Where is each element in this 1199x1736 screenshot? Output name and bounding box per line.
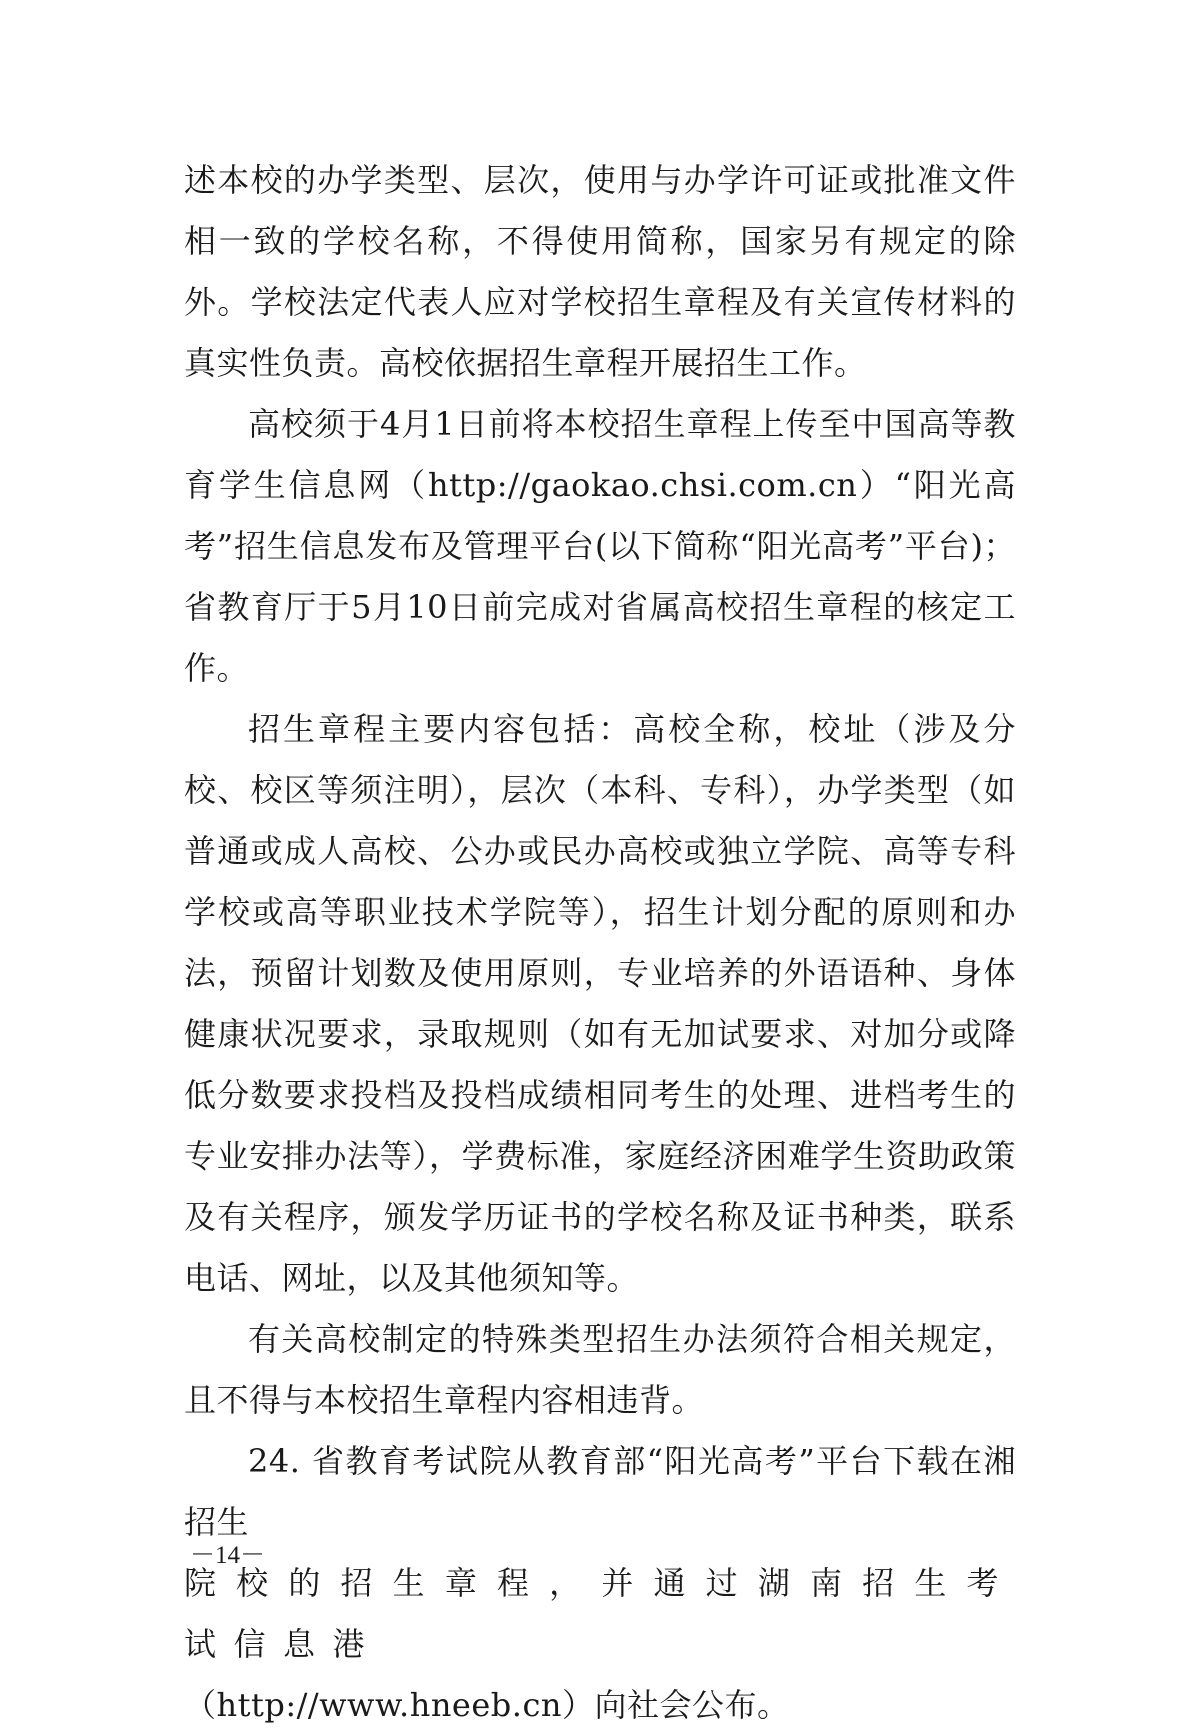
document-body	[184, 150, 1016, 1736]
item-24-line-1: 24. 省教育考试院从教育部“阳光高考”平台下载在湘招生	[184, 1442, 1016, 1541]
page-number: －14－	[190, 1542, 266, 1569]
paragraph-item-24	[184, 1431, 1016, 1736]
paragraph-charter-contents: 招生章程主要内容包括：高校全称，校址（涉及分校、校区等须注明），层次（本科、专科），办学类型（如普通或成人高校、公办或民办高校或独立学院、高等专科学校或高等职业技术学院等），招生计划分配的原则和办法，预留计划数及使用原则，专业培养的外语语种、身体健康状况要求，录取规则（如有无加试要求、对加分或降低分数要求投档及投档成绩相同考生的处理、进档考生的专业安排办法等），学费标准，家庭经济困难学生资助政策及有关程序，颁发学历证书的学校名称及证书种类，联系电话、网址，以及其他须知等。	[184, 710, 1016, 1297]
item-24-line-3: （http://www.hneeb.cn）向社会公布。	[184, 1686, 790, 1724]
item-24-line-2: 院校的招生章程，并通过湖南招生考试信息港	[184, 1564, 1016, 1663]
paragraph-continuation: 述本校的办学类型、层次，使用与办学许可证或批准文件相一致的学校名称，不得使用简称，国家另有规定的除外。学校法定代表人应对学校招生章程及有关宣传材料的真实性负责。高校依据招生章程开展招生工作。	[184, 161, 1016, 382]
paragraph-upload-deadline: 高校须于4月1日前将本校招生章程上传至中国高等教育学生信息网（http://gaokao.chsi.com.cn）“阳光高考”招生信息发布及管理平台(以下简称“阳光高考”平台)；省教育厅于5月10日前完成对省属高校招生章程的核定工作。	[184, 405, 1016, 687]
paragraph-special-admission: 有关高校制定的特殊类型招生办法须符合相关规定，且不得与本校招生章程内容相违背。	[184, 1320, 1016, 1419]
